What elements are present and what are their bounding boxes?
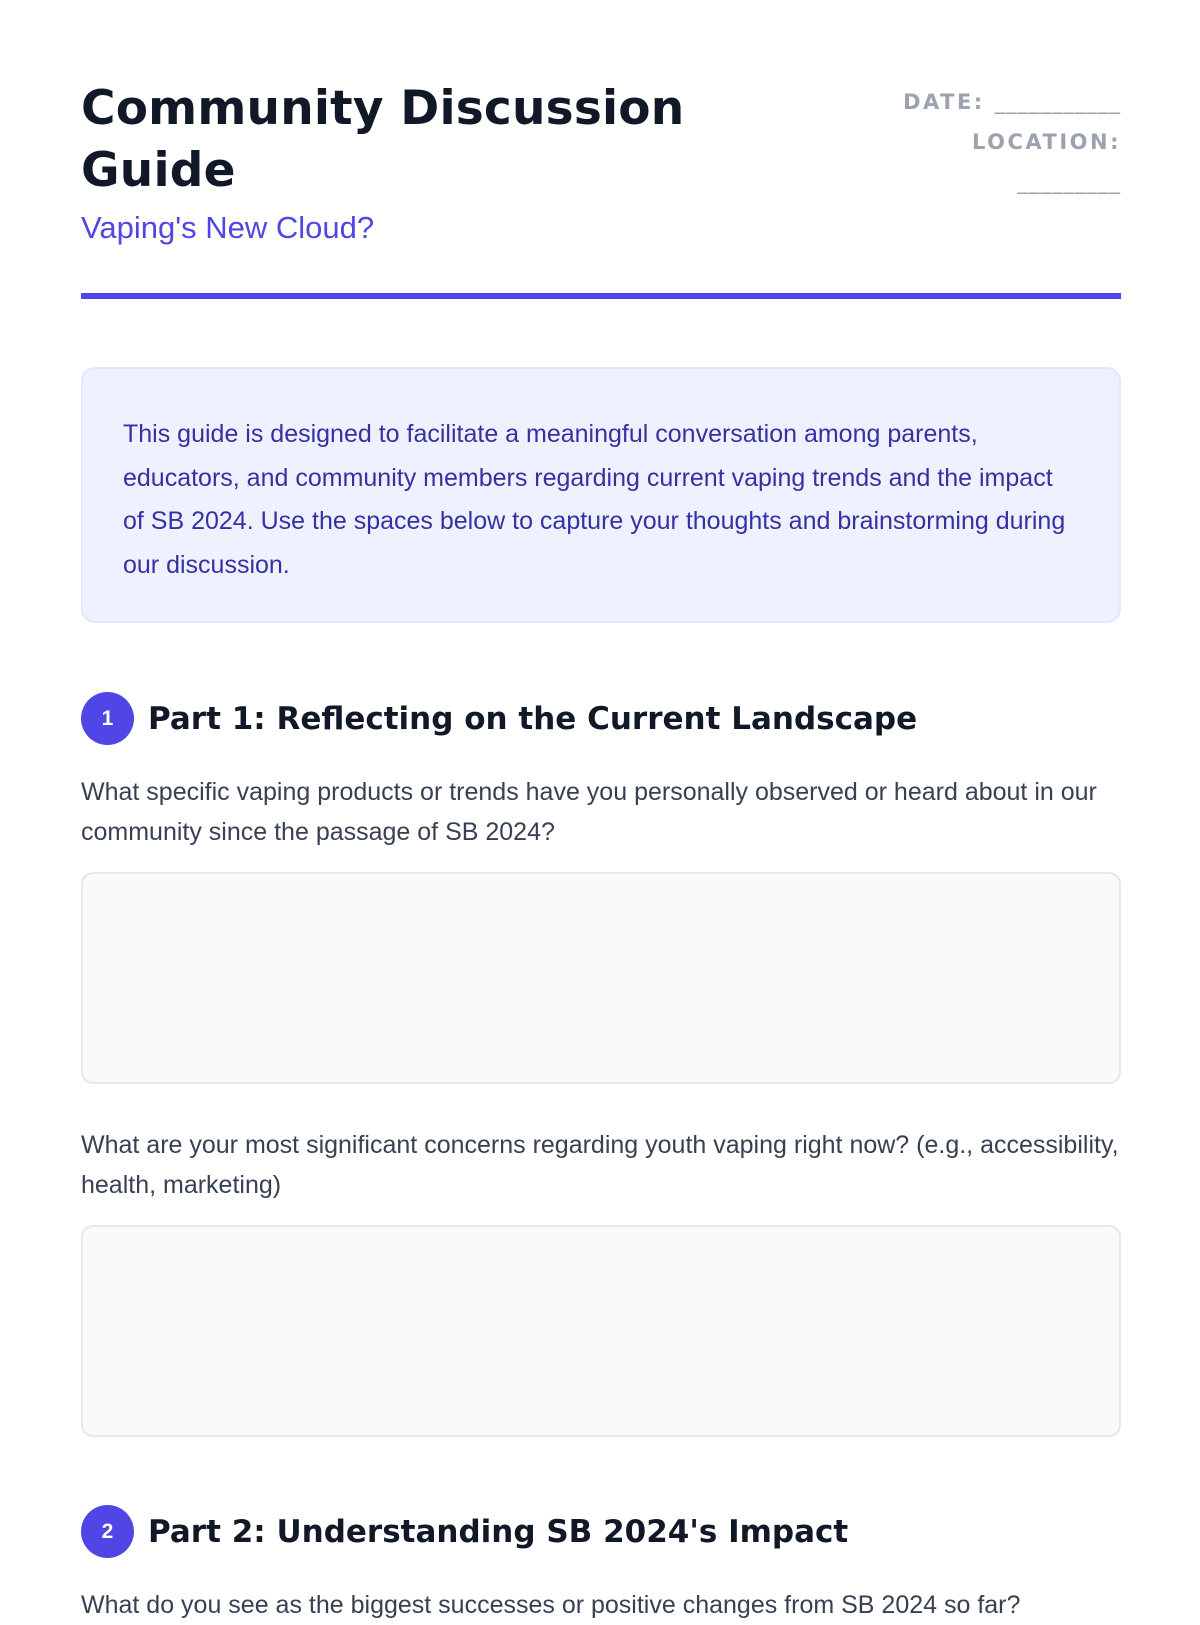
page-subtitle: Vaping's New Cloud? (81, 210, 375, 245)
intro-callout (81, 367, 1121, 623)
question-text: What specific vaping products or trends have you personally observed or heard about in our community since the passage of SB 2024? (81, 778, 1097, 846)
question-text: What do you see as the biggest successes or positive changes from SB 2024 so far? (81, 1591, 1021, 1619)
section-heading-part-2 (81, 1505, 1121, 1559)
section-heading-part-1 (81, 692, 1121, 746)
guide-header (81, 78, 1121, 298)
intro-text: This guide is designed to facilitate a meaningful conversation among parents, educators, and community members regarding current vaping trends and the impact of SB 2024. Use the spaces below to capture your thoughts and brainstorming during our discussion. (123, 420, 1066, 579)
section-title: Part 2: Understanding SB 2024's Impact (148, 1514, 849, 1550)
meta-fields (861, 82, 1121, 202)
location-label: LOCATION: (972, 130, 1121, 154)
answer-box[interactable] (81, 872, 1121, 1084)
date-blank: ___________ (994, 90, 1121, 114)
date-field[interactable] (861, 82, 1121, 122)
page-title: Community Discussion Guide (81, 81, 685, 198)
question-text: What are your most significant concerns regarding youth vaping right now? (e.g., accessibility, health, marketing) (81, 1131, 1119, 1199)
answer-box[interactable] (81, 1225, 1121, 1437)
date-label: DATE: (903, 90, 985, 114)
section-number-badge: 1 (81, 692, 134, 745)
header-divider (81, 293, 1121, 299)
location-blank[interactable]: _________ (1017, 170, 1121, 194)
section-title: Part 1: Reflecting on the Current Landscape (148, 701, 918, 737)
section-number-badge: 2 (81, 1505, 134, 1558)
